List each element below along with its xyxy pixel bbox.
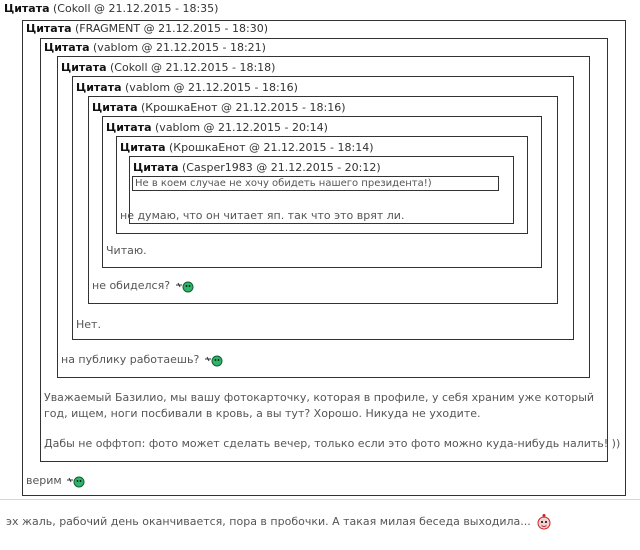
quote-header-3: Цитата (vablom @ 21.12.2015 - 18:21) (44, 41, 266, 54)
quote-header-2: Цитата (FRAGMENT @ 21.12.2015 - 18:30) (26, 22, 269, 35)
quote-header-8: Цитата (КрошкаЕнот @ 21.12.2015 - 18:14) (120, 141, 374, 154)
quote-header-4: Цитата (Cokoll @ 21.12.2015 - 18:18) (61, 61, 276, 74)
flying-smiley-icon (67, 474, 85, 489)
quote-header-1: Цитата (Cokoll @ 21.12.2015 - 18:35) (4, 2, 219, 15)
reply-7: Читаю. (106, 244, 147, 257)
post-text: эх жаль, рабочий день оканчивается, пора в пробочки. А такая милая беседа выходила... (6, 513, 552, 531)
reply-8: не думаю, что он читает яп. так что это врят ли. (120, 209, 405, 222)
reply-2: верим (26, 473, 85, 489)
reply-5: Нет. (76, 318, 101, 331)
quote-header-6: Цитата (КрошкаЕнот @ 21.12.2015 - 18:16) (92, 101, 346, 114)
quote-header-7: Цитата (vablom @ 21.12.2015 - 20:14) (106, 121, 328, 134)
quote-header-5: Цитата (vablom @ 21.12.2015 - 18:16) (76, 81, 298, 94)
reply-3: Уважаемый Базилио, мы вашу фотокарточку, которая в профиле, у себя храним уже который год, ищем, ноги посбивали в кровь, а вы тут? Хорошо. Никуда не уходите. (44, 391, 595, 420)
reply-6: не обиделся? (92, 278, 194, 294)
divider (0, 499, 640, 500)
flying-smiley-icon (205, 353, 223, 368)
quote-header-9: Цитата (Casper1983 @ 21.12.2015 - 20:12) (133, 161, 381, 174)
flying-smiley-icon (176, 279, 194, 294)
quote-text: Не в коем случае не хочу обидеть нашего президента!) (135, 178, 432, 189)
blush-smiley-icon (536, 513, 552, 531)
reply-4: на публику работаешь? (61, 352, 223, 368)
reply-3b: Дабы не оффтоп: фото может сделать вечер, только если это фото можно куда-нибудь налить! )) (44, 437, 621, 450)
